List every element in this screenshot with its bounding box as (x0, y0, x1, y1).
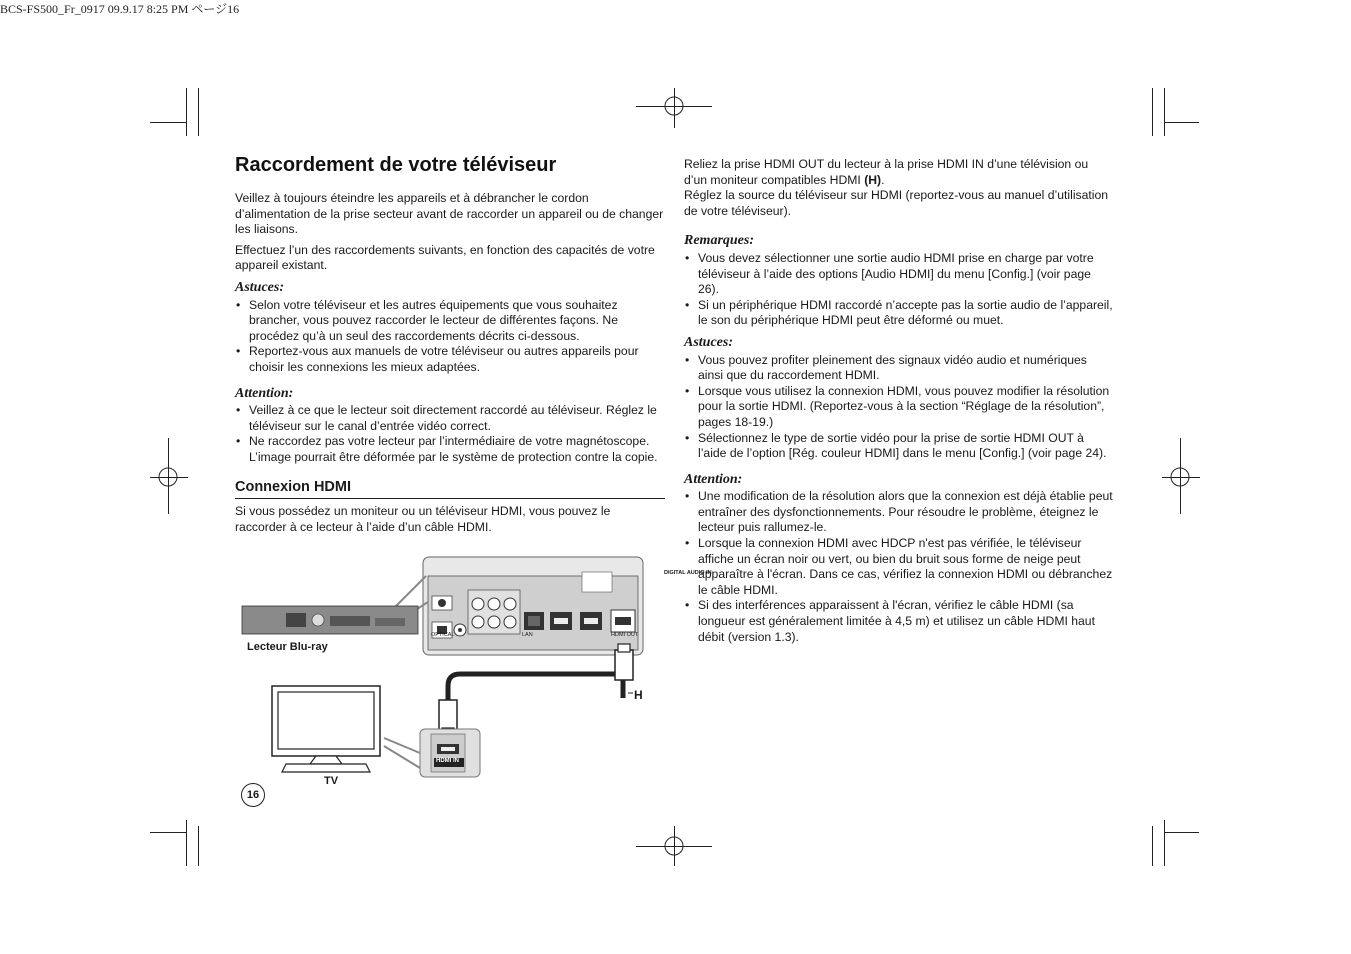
tips-list (235, 298, 665, 376)
intro-paragraph: Effectuez l’un des raccordements suivants, en fonction des capacités de votre appareil existant. (235, 242, 655, 273)
remarks-heading: Remarques: (684, 233, 754, 249)
tv-label: TV (324, 775, 339, 787)
list-item: • Veillez à ce que le lecteur soit directement raccordé au téléviseur. Réglez le téléviseur sur le canal d’entrée vidéo correct. (235, 403, 665, 434)
hdmi-in-label: HDMI IN (436, 758, 459, 764)
list-item: • Lorsque vous utilisez la connexion HDMI, vous pouvez modifier la résolution pour la sortie HDMI. (Reportez-vous à la section “Réglage de la résolution”, pages 18-19.) (684, 384, 1114, 431)
section-paragraph: Si vous possédez un moniteur ou un téléviseur HDMI, vous pouvez le raccorder à ce lecteur à l’aide d’un câble HDMI. (235, 504, 611, 534)
list-item: • Vous pouvez profiter pleinement des signaux vidéo audio et numériques ainsi que du raccordement HDMI. (684, 353, 1114, 384)
print-header: BCS-FS500_Fr_0917 09.9.17 8:25 PM ページ16 (0, 2, 240, 16)
optical-label: OPTICAL (431, 632, 455, 638)
attention-heading: Attention: (684, 471, 743, 487)
right-column (684, 157, 1114, 649)
list-item: • Selon votre téléviseur et les autres équipements que vous souhaitez brancher, vous pouvez raccorder le lecteur de différentes façons. Ne procédez qu’à un seul des raccordements décrits ci-dessous. (235, 298, 665, 345)
left-column (235, 191, 665, 540)
list-item: • Une modification de la résolution alors que la connexion est déjà établie peut entraîner des dysfonctionnements. Pour résoudre le problème, éteignez le lecteur puis rallumez-le. (684, 489, 1114, 536)
list-item: • Vous devez sélectionner une sortie audio HDMI prise en charge par votre téléviseur à l’aide des options [Audio HDMI] du menu [Config.] (voir page 26). (684, 251, 1114, 298)
diagram-illustration (230, 550, 655, 790)
list-item: • Ne raccordez pas votre lecteur par l’intermédiaire de votre magnétoscope. L’image pourrait être déformée par le système de protection contre la copie. (235, 434, 665, 465)
intro-paragraph: Reliez la prise HDMI OUT du lecteur à la prise HDMI IN d’une télévision ou d’un moniteur compatibles HDMI (H). (684, 157, 1089, 187)
list-item: • Lorsque la connexion HDMI avec HDCP n'est pas vérifiée, le téléviseur affiche un écran noir ou vert, ou bien du bruit sous forme de neige peut apparaître à l'écran. Dans ce cas, vérifiez la connexion HDMI ou débranchez le câble HDMI. (684, 536, 1114, 598)
lan-label: LAN (522, 632, 533, 638)
attention-list (684, 489, 1114, 645)
tips-list (684, 353, 1114, 462)
list-item: • Sélectionnez le type de sortie vidéo pour la prise de sortie HDMI OUT à l’aide de l’option [Rég. couleur HDMI] dans le menu [Config.] (voir page 24). (684, 431, 1114, 462)
page-number: 16 (241, 783, 265, 807)
section-heading: Connexion HDMI (235, 480, 665, 500)
tips-heading: Astuces: (235, 279, 284, 295)
hdmi-out-label: HDMI OUT (611, 632, 639, 638)
tips-heading: Astuces: (684, 334, 733, 350)
cable-label: H (634, 688, 643, 702)
intro-paragraph: Réglez la source du téléviseur sur HDMI (reportez-vous au manuel d’utilisation de votre téléviseur). (684, 188, 1109, 218)
page-title: Raccordement de votre téléviseur (235, 154, 557, 176)
intro-paragraph: Veillez à toujours éteindre les appareils et à débrancher le cordon d’alimentation de la prise secteur avant de raccorder un appareil ou de changer les liaisons. (235, 191, 664, 237)
list-item: • Si un périphérique HDMI raccordé n’accepte pas la sortie audio de l’appareil, le son du périphérique HDMI peut être déformé ou muet. (684, 298, 1114, 329)
attention-list (235, 403, 665, 465)
list-item: • Si des interférences apparaissent à l'écran, vérifiez le câble HDMI (sa longueur est généralement limitée à 4,5 m) et utilisez un câble HDMI haut débit (version 1.3). (684, 598, 1114, 645)
remarks-list (684, 251, 1114, 329)
list-item: • Reportez-vous aux manuels de votre téléviseur ou autres appareils pour choisir les connexions les mieux adaptées. (235, 344, 665, 375)
digital-audio-label: DIGITAL AUDIO IN (664, 570, 712, 576)
attention-heading: Attention: (235, 385, 294, 401)
player-label: Lecteur Blu-ray (247, 641, 328, 653)
